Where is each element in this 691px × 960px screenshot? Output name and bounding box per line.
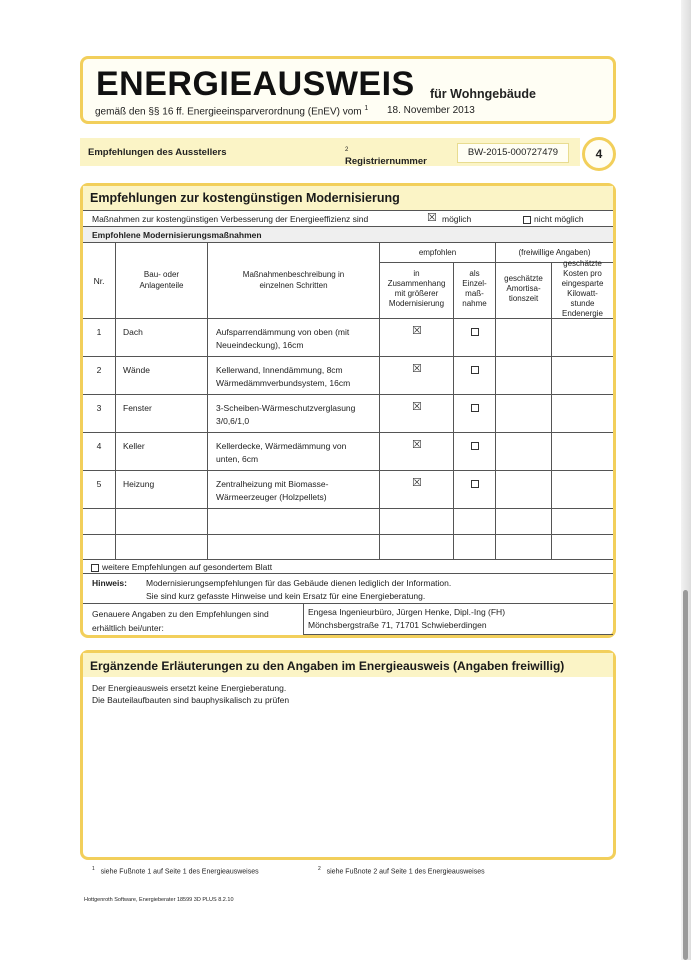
scrollbar[interactable] [683, 590, 688, 960]
contact-line-2: Mönchsbergstraße 71, 71701 Schwieberdingen [308, 620, 487, 630]
checked-icon[interactable]: ☒ [412, 401, 422, 413]
col-recommended: empfohlen [418, 248, 457, 257]
title-box [80, 56, 616, 124]
row-description-1: Zentralheizung mit Biomasse- [216, 479, 329, 489]
row-component: Dach [123, 327, 143, 337]
row-description-2: 3/0,6/1,0 [216, 416, 250, 426]
single-measure-checkbox[interactable] [471, 404, 479, 412]
legal-footnote-ref: 1 [364, 105, 369, 112]
software-credit: Hottgenroth Software, Energieberater 18599 3D PLUS 8.2.10 [84, 897, 234, 903]
col-cost-3: eingesparte [561, 279, 604, 288]
table-row-line [83, 534, 613, 535]
col-cost-1: geschätzte [563, 259, 602, 268]
table-row-line [83, 470, 613, 471]
option-not-possible: nicht möglich [534, 214, 584, 224]
divider [83, 603, 613, 604]
row-nr: 2 [96, 365, 102, 375]
col-single-3: maß- [465, 289, 484, 298]
col-component-1: Bau- oder [143, 270, 180, 279]
explanation-line-2: Die Bauteilaufbauten sind bauphysikalisch zu prüfen [92, 695, 290, 705]
col-amortization [496, 274, 551, 304]
single-measure-checkbox[interactable] [471, 328, 479, 336]
row-description-2: unten, 6cm [216, 454, 259, 464]
col-cost-2: Kosten pro [563, 269, 602, 278]
single-measure-checkbox[interactable] [471, 366, 479, 374]
col-context [380, 269, 453, 309]
col-description [208, 269, 379, 291]
row-nr: 1 [96, 327, 102, 337]
contact-line-1: Engesa Ingenieurbüro, Jürgen Henke, Dipl.-Ing (FH) [308, 607, 506, 617]
registration-label-text: Registriernummer [345, 156, 427, 167]
row-description-1: Kellerdecke, Wärmedämmung von [216, 441, 347, 451]
col-optional: (freiwillige Angaben) [518, 248, 591, 257]
divider [303, 634, 613, 635]
col-cost-6: Endenergie [562, 309, 603, 318]
table-row-line [83, 394, 613, 395]
col-component [116, 269, 207, 291]
col-single-1: als [469, 269, 480, 278]
further-recommendations-checkbox[interactable] [91, 564, 99, 572]
issuer-band [80, 138, 580, 166]
registration-number: BW-2015-000727479 [457, 143, 569, 163]
further-recommendations: weitere Empfehlungen auf gesondertem Blatt [102, 562, 273, 572]
checkbox-not-possible[interactable] [523, 216, 531, 224]
divider [83, 573, 613, 574]
section-label: Empfehlungen des Ausstellers [88, 147, 227, 158]
explanation-line-1: Der Energieausweis ersetzt keine Energieberatung. [92, 683, 287, 693]
table-row-line [83, 432, 613, 433]
single-measure-checkbox[interactable] [471, 442, 479, 450]
row-nr: 3 [96, 403, 102, 413]
regulation-date: 18. November 2013 [387, 105, 475, 116]
col-component-2: Anlagenteile [139, 281, 184, 290]
footnote-2 [318, 866, 485, 875]
col-single-2: Einzel- [462, 279, 487, 288]
table-row-line [83, 559, 613, 560]
hint-line-1: Modernisierungsempfehlungen für das Gebäude dienen lediglich der Information. [146, 578, 452, 588]
col-amortization-1: geschätzte [504, 274, 543, 283]
footnote-1 [92, 866, 259, 875]
col-description-2: einzelnen Schritten [259, 281, 328, 290]
modernization-box [80, 183, 616, 638]
details-line-1: Genauere Angaben zu den Empfehlungen sind [92, 609, 269, 619]
divider [303, 603, 304, 635]
row-component: Wände [123, 365, 150, 375]
col-cost-4: Kilowatt- [567, 289, 598, 298]
checked-icon[interactable]: ☒ [412, 439, 422, 451]
table-row-line [83, 508, 613, 509]
col-cost [552, 259, 613, 319]
checked-icon[interactable]: ☒ [412, 363, 422, 375]
measures-question: Maßnahmen zur kostengünstigen Verbesserung der Energieeffizienz sind [92, 214, 369, 224]
page-number: 4 [582, 137, 616, 171]
footnote-2-mark: 2 [318, 866, 321, 872]
explanations-box [80, 650, 616, 860]
col-cost-5: stunde [570, 299, 595, 308]
col-context-4: Modernisierung [388, 299, 445, 308]
single-measure-checkbox[interactable] [471, 480, 479, 488]
row-description-2: Wärmedämmverbundsystem, 16cm [216, 378, 351, 388]
divider [83, 242, 613, 243]
hint-line-2: Sie sind kurz gefasste Hinweise und kein Ersatz für eine Energieberatung. [146, 591, 426, 601]
document-title: ENERGIEAUSWEIS [96, 65, 415, 103]
checked-icon[interactable]: ☒ [412, 477, 422, 489]
footnote-2-text: siehe Fußnote 2 auf Seite 1 des Energieausweises [326, 868, 485, 876]
legal-basis [95, 105, 368, 117]
checked-icon[interactable]: ☒ [412, 325, 422, 337]
row-description-2: Wärmeerzeuger (Holzpellets) [216, 492, 327, 502]
row-component: Heizung [123, 479, 155, 489]
checked-icon[interactable]: ☒ [427, 212, 437, 224]
table-row-line [83, 356, 613, 357]
modernization-heading: Empfehlungen zur kostengünstigen Modernisierung [90, 191, 400, 205]
col-single [454, 269, 495, 309]
registration-label [345, 147, 427, 167]
col-nr: Nr. [93, 276, 105, 286]
recommended-heading: Empfohlene Modernisierungsmaßnahmen [92, 230, 262, 240]
hint-label: Hinweis: [92, 578, 127, 588]
row-component: Fenster [123, 403, 152, 413]
row-description-1: 3-Scheiben-Wärmeschutzverglasung [216, 403, 356, 413]
col-amortization-2: Amortisa- [506, 284, 541, 293]
divider [83, 210, 613, 211]
table-row-line [83, 318, 613, 319]
col-description-1: Maßnahmenbeschreibung in [242, 270, 345, 279]
row-description-2: Neueindeckung), 16cm [216, 340, 304, 350]
col-amortization-3: tionszeit [508, 294, 539, 303]
col-context-3: mit größerer [394, 289, 439, 298]
col-single-4: nahme [462, 299, 487, 308]
registration-footnote-ref: 2 [345, 147, 349, 153]
row-description-1: Aufsparrendämmung von oben (mit [216, 327, 350, 337]
legal-basis-text: gemäß den §§ 16 ff. Energieeinsparverordnung (EnEV) vom [95, 106, 362, 118]
option-possible: möglich [442, 214, 472, 224]
row-nr: 5 [96, 479, 102, 489]
col-context-1: in [413, 269, 420, 278]
footnote-1-text: siehe Fußnote 1 auf Seite 1 des Energieausweises [100, 868, 259, 876]
details-line-2: erhältlich bei/unter: [92, 623, 164, 633]
footnote-1-mark: 1 [92, 866, 95, 872]
row-nr: 4 [96, 441, 102, 451]
col-context-2: Zusammenhang [387, 279, 446, 288]
explanations-heading: Ergänzende Erläuterungen zu den Angaben im Energieausweis (Angaben freiwillig) [90, 659, 565, 673]
row-component: Keller [123, 441, 145, 451]
document-subtitle: für Wohngebäude [430, 87, 537, 101]
row-description-1: Kellerwand, Innendämmung, 8cm [216, 365, 343, 375]
